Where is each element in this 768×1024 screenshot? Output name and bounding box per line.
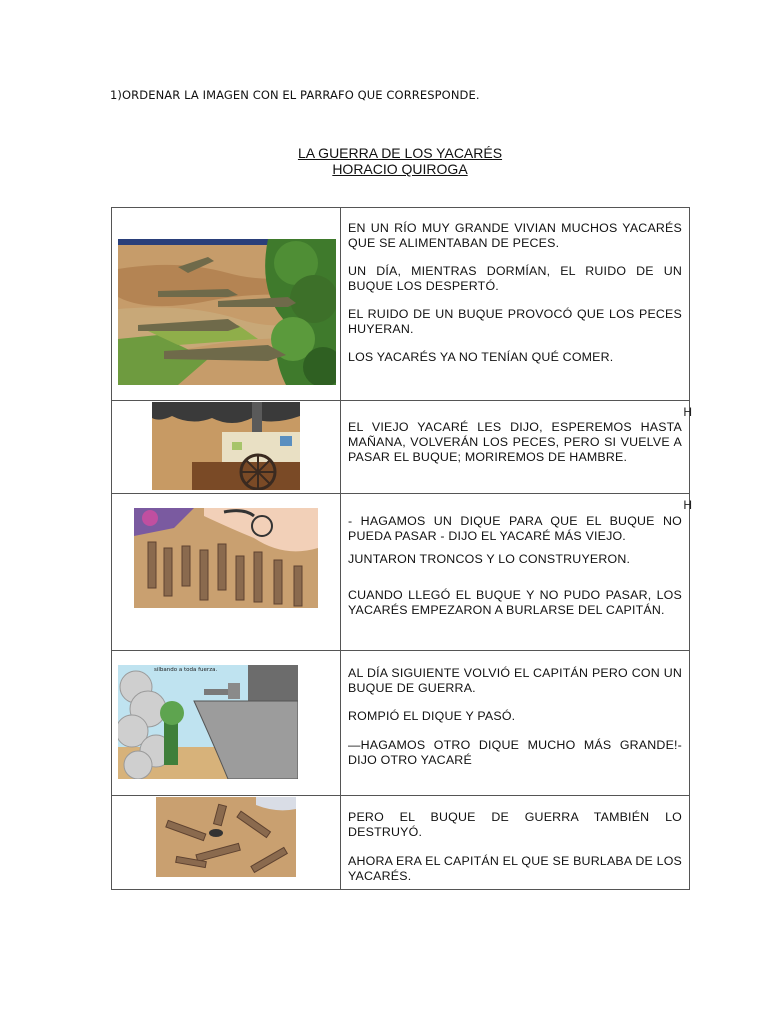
story-header [0, 145, 768, 177]
table-row [112, 401, 690, 494]
warship-illustration [118, 665, 298, 779]
image-cell [112, 651, 341, 796]
image-cell [112, 494, 341, 651]
paragraph: PERO EL BUQUE DE GUERRA TAMBIÉN LO DESTRUYÓ. [348, 810, 682, 839]
paragraph: UN DÍA, MIENTRAS DORMÍAN, EL RUIDO DE UN BUQUE LOS DESPERTÓ. [348, 264, 682, 293]
steamboat-illustration [152, 402, 300, 490]
paragraph: ROMPIÓ EL DIQUE Y PASÓ. [348, 709, 516, 723]
table-row [112, 208, 690, 401]
paragraph: EL RUIDO DE UN BUQUE PROVOCÓ QUE LOS PECES HUYERAN. [348, 307, 682, 336]
table-row [112, 796, 690, 890]
paragraph: EN UN RÍO MUY GRANDE VIVIAN MUCHOS YACARÉS QUE SE ALIMENTABAN DE PECES. [348, 221, 682, 250]
instruction-text: 1)ORDENAR LA IMAGEN CON EL PARRAFO QUE CORRESPONDE. [110, 88, 480, 102]
paragraph: CUANDO LLEGÓ EL BUQUE Y NO PUDO PASAR, LOS YACARÉS EMPEZARON A BURLARSE DEL CAPITÁN. [348, 588, 682, 617]
story-table [111, 207, 690, 890]
broken-dam-illustration [156, 797, 296, 877]
paragraph: AL DÍA SIGUIENTE VOLVIÓ EL CAPITÁN PERO CON UN BUQUE DE GUERRA. [348, 666, 682, 695]
crocodile-dam-illustration [134, 508, 318, 608]
image-cell [112, 796, 341, 890]
paragraph: JUNTARON TRONCOS Y LO CONSTRUYERON. [348, 552, 631, 566]
image-cell [112, 208, 341, 401]
text-cell [341, 494, 690, 651]
image-cell [112, 401, 341, 494]
table-row [112, 494, 690, 651]
stray-letter: H [683, 498, 692, 512]
crocodiles-river-illustration [118, 239, 336, 385]
text-cell [341, 651, 690, 796]
paragraph: —HAGAMOS OTRO DIQUE MUCHO MÁS GRANDE!- DIJO OTRO YACARÉ [348, 738, 682, 767]
paragraph: LOS YACARÉS YA NO TENÍAN QUÉ COMER. [348, 350, 614, 364]
image-caption: silbando a toda fuerza. [154, 667, 218, 673]
table-row [112, 651, 690, 796]
paragraph: AHORA ERA EL CAPITÁN EL QUE SE BURLABA DE LOS YACARÉS. [348, 854, 682, 883]
stray-letter: H [683, 405, 692, 419]
paragraph: EL VIEJO YACARÉ LES DIJO, ESPEREMOS HASTA MAÑANA, VOLVERÁN LOS PECES, PERO SI VUELVE A PASAR EL BUQUE; MORIREMOS DE HAMBRE. [348, 420, 682, 464]
text-cell [341, 401, 690, 494]
story-title: LA GUERRA DE LOS YACARÉS [297, 145, 503, 161]
story-author: HORACIO QUIROGA [332, 161, 468, 177]
text-cell [341, 796, 690, 890]
paragraph: - HAGAMOS UN DIQUE PARA QUE EL BUQUE NO PUEDA PASAR - DIJO EL YACARÉ MÁS VIEJO. [348, 514, 682, 543]
text-cell [341, 208, 690, 401]
